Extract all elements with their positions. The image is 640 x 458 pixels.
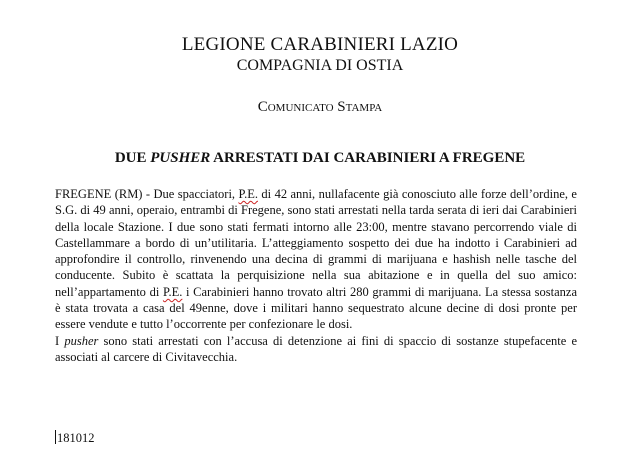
text-cursor [55,430,56,444]
footer-code-text: 181012 [57,431,95,445]
headline-italic: PUSHER [150,150,211,166]
footer-code[interactable] [55,430,95,446]
headline-part3: ARRESTATI DAI CARABINIERI A FREGENE [210,150,526,166]
headline [0,149,640,167]
paragraph-2 [55,333,577,366]
p2-italic: pusher [64,333,99,348]
paragraph-1 [55,186,577,333]
p2-text-b: sono stati arrestati con l’accusa di detenzione ai fini di spaccio di sostanze stupefacente e associati al carcere di Civitavecchia. [55,333,577,364]
organization-title: LEGIONE CARABINIERI LAZIO [181,34,459,55]
initials-spellcheck: P.E. [238,187,258,201]
initials-spellcheck-2: P.E. [162,284,183,299]
release-kind-label: Comunicato Stampa [257,99,383,115]
p2-text-a: I [55,333,65,348]
unit-subtitle: COMPAGNIA DI OSTIA [236,57,404,74]
headline-part1: DUE [114,150,151,166]
p1-text-a: FREGENE (RM) - Due spacciatori, [55,187,239,201]
p1-text-b: di 42 anni, nullafacente già conosciuto alle forze dell’ordine, e S.G. di 49 anni, operaio, entrambi di Fregene, sono stati arrestati nella tarda serata di ieri dai Carabinieri della locale Stazione. I due sono stati fermati intorno alle 23:00, mentre stavano percorrendo viale di Castellammare a bordo di un’utilitaria. L’atteggiamento sospetto dei due ha indotto i Carabinieri ad approfondire il controllo, rinvenendo una decina di grammi di marijuana e hashish nelle tasche del conducente. Subito è scattata la perquisizione nella sua abitazione e in quella del suo amico: nell’appartamento di [55,187,577,299]
body-text [55,186,577,365]
p1-text-c: i Carabinieri hanno trovato altri 280 grammi di marijuana. La stessa sostanza è stata trovata a casa del 49enne, dove i militari hanno sequestrato alcune decine di dosi pronte per essere vendute e tutto l’occorrente per confezionare le dosi. [55,284,577,332]
